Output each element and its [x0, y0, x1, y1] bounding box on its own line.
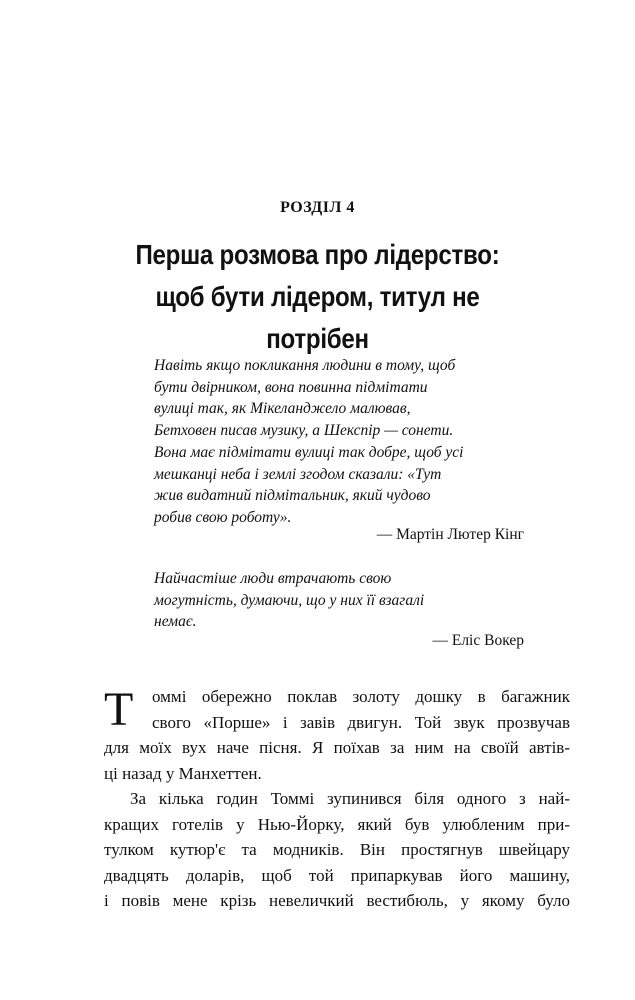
- epigraph-king: [154, 355, 534, 529]
- epigraph-line: могутність, думаючи, що у них її взагалі: [154, 591, 425, 609]
- body-line: ці назад у Манхеттен.: [104, 763, 262, 783]
- epigraph-line: бути двірником, вона повинна підмітати: [154, 378, 428, 396]
- body-line: двадцять доларів, щоб той припаркував його машину,: [104, 865, 570, 885]
- epigraph-walker: [154, 568, 534, 633]
- body-line: оммі обережно поклав золоту дошку в багажник: [152, 687, 570, 706]
- body-line: і повів мене крізь невеличкий вестибюль, у якому було: [104, 891, 570, 911]
- epigraph-attribution: — Еліс Вокер: [432, 632, 524, 649]
- epigraph-line: Найчастіше люди втрачають свою: [154, 570, 392, 587]
- epigraph-line: Бетховен писав музику, а Шекспір — сонети.: [154, 422, 454, 440]
- epigraph-line: немає.: [154, 613, 197, 631]
- body-line: За кілька годин Томмі зупинився біля одного з най-: [130, 789, 570, 808]
- drop-cap: Т: [104, 683, 134, 736]
- chapter-title-line: Перша розмова про лідерство:: [135, 239, 500, 270]
- body-line: тулком кутюр'є та модників. Він простягнув швейцару: [104, 840, 570, 860]
- chapter-title-line: щоб бути лідером, титул не потрібен: [155, 281, 480, 354]
- body-paragraph-1: [104, 684, 570, 786]
- chapter-title: [105, 234, 531, 360]
- body-paragraph-2: [104, 786, 570, 914]
- chapter-label: РОЗДІЛ 4: [280, 199, 355, 216]
- epigraph-line: вулиці так, як Мікеланджело малював,: [154, 400, 411, 418]
- body-line: свого «Порше» і завів двигун. Той звук прозвучав: [152, 712, 570, 732]
- epigraph-line: робив свою роботу».: [154, 508, 292, 526]
- epigraph-line: мешканці неба і землі згодом сказали: «Тут: [154, 465, 442, 483]
- epigraph-line: жив видатний підмітальник, який чудово: [154, 487, 431, 505]
- epigraph-attribution: — Мартін Лютер Кінг: [376, 526, 524, 543]
- body-line: кращих готелів у Нью-Йорку, який був улюбленим при-: [104, 814, 570, 834]
- body-line: для моїх вух наче пісня. Я поїхав за ним на своїй автів-: [104, 738, 570, 758]
- epigraph-line: Навіть якщо покликання людини в тому, щоб: [154, 357, 456, 374]
- epigraph-line: Вона має підмітати вулиці так добре, щоб усі: [154, 443, 464, 461]
